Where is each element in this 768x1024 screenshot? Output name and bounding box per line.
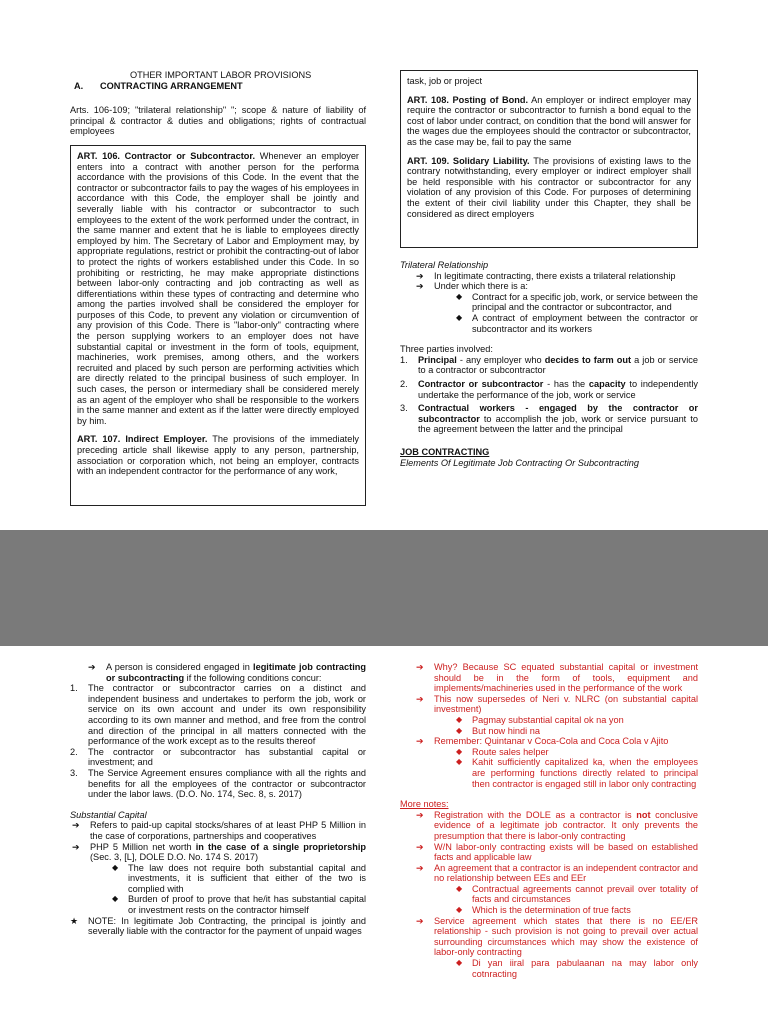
list-item: ◆ A contract of employment between the contractor or subcontractor and its workers [456, 312, 698, 334]
list-item: ◆ Contract for a specific job, work, or service between the principal and the contractor or subcontractor, and [456, 291, 698, 313]
art108-title: ART. 108. Posting of Bond. [407, 94, 529, 105]
diamond-icon: ◆ [456, 958, 463, 968]
diamond-icon: ◆ [112, 894, 119, 904]
diamond-icon: ◆ [112, 862, 119, 872]
art108-paragraph [407, 95, 691, 148]
list-item: ➔ Under which there is a: ◆ Contract for a specific job, work, or service between the principal and the contractor or subcontractor, and ◆ A contract of employment between the contractor or subcontractor and its workers [416, 281, 698, 334]
note-list [70, 916, 366, 937]
more-notes-heading: More notes: [400, 799, 449, 810]
art109-paragraph [407, 156, 691, 220]
diamond-icon: ◆ [456, 725, 463, 735]
arrow-icon: ➔ [416, 841, 424, 852]
header-letter: A. [74, 80, 84, 91]
diamond-icon: ◆ [456, 312, 463, 322]
art106-title: ART. 106. Contractor or Subcontractor. [77, 150, 256, 161]
header-line2: CONTRACTING ARRANGEMENT [100, 80, 243, 91]
job-contracting-subheading: Elements Of Legitimate Job Contracting Or Subcontracting [400, 457, 639, 468]
diamond-icon: ◆ [456, 714, 463, 724]
art109-title: ART. 109. Solidary Liability. [407, 155, 530, 166]
arrow-icon: ➔ [416, 270, 424, 281]
art106-body: Whenever an employer enters into a contract with another person for the performa accordance with the provisions of this Code. In the event that the contractor or subcontractor fails to pay the wages of his employees in accordance with this Code, the employer shall be jointly and severally liable with his contractor or subcontractor to such employees to the extent of the work performed under the contract, in the same manner and extent that he is liable to employees directly employed by him. The Secretary of Labor and Employment may, by appropriate regulations, restrict or prohibit the contracting-out of labor to protect the rights of workers established under this Code. In so prohibiting or restricting, he may make appropriate distinctions between labor-only contracting and job contracting as well as differentiations within these types of contracting and determine who among the parties involved shall be considered the employer for purposes of this Code, to prevent any violation or circumvention of any provision of this Code. There is "labor-only" contracting where the person supplying workers to an employer does not have substantial capital or investment in the form of tools, equipment, machineries, work premises, among others, and the workers recruited and placed by such person are performing activities which are directly related to the principal business of such employer. In such cases, the person or intermediary shall be considered merely as an agent of the employer who shall be responsible to the workers in the same manner and extent as if the latter were directly employed by him. [77, 150, 359, 426]
job-contracting-heading: JOB CONTRACTING [400, 446, 490, 457]
diamond-icon: ◆ [456, 757, 463, 767]
art107-title: ART. 107. Indirect Employer. [77, 434, 208, 445]
list-item: ➔ Refers to paid-up capital stocks/shares of at least PHP 5 Million in the case of corporations, partnerships and cooperatives [72, 820, 366, 841]
section-header [70, 70, 366, 91]
list-item: 2. The contractor or subcontractor has substantial capital or investment; and [70, 746, 366, 768]
three-parties-heading: Three parties involved: [400, 344, 493, 355]
arrow-icon: ➔ [416, 915, 424, 926]
list-item: ◆ Route sales helper [456, 746, 549, 757]
arrow-icon: ➔ [72, 820, 80, 831]
list-item: ➔ PHP 5 Million net worth in the case of a single proprietorship (Sec. 3, [L], DOLE D.O. No. 174 S. 2017) ◆ The law does not require both substantial capital and investments, it is sufficient that either of the two is complied with ◆ Burden of proof to prove that he/it has substantial capital or investment rests on the contractor himself [72, 841, 366, 916]
list-item: 1. The contractor or subcontractor carries on a distinct and independent business and undertakes to perform the job, work or service on its own account and under its own responsibility according to its own manner and method, and free from the control and direction of the principal in all matters connected with the performance of the work except as to the results thereof [70, 683, 366, 747]
list-item: ◆ Pagmay substantial capital ok na yon [456, 714, 624, 725]
arrow-icon: ➔ [416, 693, 424, 704]
arrow-icon: ➔ [416, 281, 424, 292]
header-line1: OTHER IMPORTANT LABOR PROVISIONS [130, 70, 312, 80]
articles-box-continued [400, 70, 698, 248]
conditions-list [70, 683, 366, 800]
art107-paragraph [77, 434, 359, 476]
list-item: ➔ This now supersedes of Neri v. NLRC (on substantial capital investment) ◆ Pagmay substantial capital ok na yon ◆ But now hindi na [416, 693, 698, 736]
list-item: ◆ Di yan iiral para pabulaanan na may labor only cotnracting [456, 958, 698, 979]
articles-box [70, 145, 366, 506]
arrow-icon: ➔ [72, 841, 80, 852]
list-item: ◆ But now hindi na [456, 725, 540, 736]
intro-paragraph: Arts. 106-109; "trilateral relationship" "; scope & nature of liability of principal & contractor & duties and obligations; rights of contractual employees [70, 105, 366, 137]
trilateral-sublist [434, 292, 698, 334]
trilateral-heading: Trilateral Relationship [400, 260, 489, 270]
art109-body: The provisions of existing laws to the contrary notwithstanding, every employer or indirect employer shall be held responsible with his contractor or subcontractor for any violation of any provision of this Code. For purposes of determining the extent of their civil liability under this Chapter, they shall be considered as direct employers [407, 155, 691, 219]
arrow-icon: ➔ [416, 862, 424, 873]
list-item: ➔ Service agreement which states that there is no EE/ER relationship - such provision is not going to prevail over actual surrounding circumstances which may show the existence of labor-only contracting ◆ Di yan iiral para pabulaanan na may labor only cotnracting [416, 915, 698, 979]
list-item: 3. The Service Agreement ensures compliance with all the rights and benefits for all the employees of the contractor or subcontractor under the labor laws. (D.O. No. 174, Sec. 8, s. 2017) [70, 767, 366, 800]
page1-right-column [400, 70, 698, 468]
art107-body: The provisions of the immediately preceding article shall likewise apply to any person, partnership, association or corporation which, not being an employer, contracts with an independent contractor for the performance of any work, [77, 434, 359, 477]
diamond-icon: ◆ [456, 883, 463, 893]
list-item: ➔ W/N labor-only contracting exists will be based on established facts and applicable law [416, 841, 698, 863]
list-item: ➔ Remember: Quintanar v Coca-Cola and Coca Cola v Ajito ◆ Route sales helper ◆ Kahit sufficiently capitalized ka, when the employees are performing functions directly related to principal then contractor is engaged still in labor only contracting [416, 736, 698, 789]
list-item: ◆ Contractual agreements cannot prevail over totality of facts and circumstances [456, 883, 698, 905]
parties-list [400, 355, 698, 435]
document-page-2 [0, 646, 768, 1024]
more-notes-list [400, 810, 698, 980]
diamond-icon: ◆ [456, 905, 463, 915]
list-item: ➔ Registration with the DOLE as a contractor is not conclusive evidence of a legitimate job contractor. It only prevents the presumption that there is labor-only contracting [416, 809, 699, 841]
list-item: ➔ A person is considered engaged in legitimate job contracting or subcontracting if the following conditions concur: [88, 662, 366, 683]
substantial-capital-list [56, 820, 366, 915]
page1-left-column [70, 70, 366, 506]
substantial-capital-sublist [90, 863, 366, 916]
list-item: ➔ In legitimate contracting, there exists a trilateral relationship [416, 270, 676, 281]
list-item: ★ NOTE: In legitimate Job Contracting, the principal is jointly and severally liable with the contractor for the payment of unpaid wages [70, 915, 366, 937]
continued-text: task, job or project [407, 76, 483, 86]
art106-paragraph [77, 151, 359, 426]
page2-left-column [70, 662, 366, 937]
arrow-icon: ➔ [88, 662, 96, 672]
substantial-capital-heading: Substantial Capital [70, 809, 147, 820]
art108-body: An employer or indirect employer may require the contractor or subcontractor to furnish a bond equal to the cost of labor under contract, on condition that the bond will answer for the wages due the employees should the contractor or subcontractor, as the case may be, fail to pay the same [407, 94, 691, 147]
list-item: 3. Contractual workers - engaged by the contractor or subcontractor to accomplish the job, work or service pursuant to the agreement between the latter and the principal [400, 403, 698, 435]
notes-list [400, 662, 698, 789]
list-item: ➔ An agreement that a contractor is an independent contractor and no relationship between EEs and EEr ◆ Contractual agreements cannot prevail over totality of facts and circumstances ◆ Which is the determination of true facts [416, 862, 698, 916]
legitimate-contracting-list [72, 662, 366, 937]
star-icon: ★ [70, 915, 79, 926]
trilateral-list [400, 271, 698, 335]
diamond-icon: ◆ [456, 746, 463, 756]
arrow-icon: ➔ [416, 736, 424, 747]
list-item: ➔ Why? Because SC equated substantial capital or investment should be in the form of tools, equipment and implements/machineries used in the performance of the work [416, 662, 698, 694]
list-item: ◆ Kahit sufficiently capitalized ka, when the employees are performing functions directly related to principal then contractor is engaged still in labor only contracting [456, 757, 698, 789]
list-item: ◆ Burden of proof to prove that he/it has substantial capital or investment rests on the contractor himself [112, 894, 366, 916]
list-item: 1. Principal - any employer who decides to farm out a job or service to a contractor or subcontractor [400, 354, 698, 376]
page2-right-column [400, 662, 698, 979]
list-item: 2. Contractor or subcontractor - has the capacity to independently undertake the performance of the job, work or service [400, 378, 698, 400]
list-item: ◆ Which is the determination of true facts [456, 905, 631, 916]
list-item: ◆ The law does not require both substantial capital and investments, it is sufficient that either of the two is complied with [112, 862, 366, 894]
diamond-icon: ◆ [456, 291, 463, 301]
arrow-icon: ➔ [416, 662, 424, 672]
arrow-icon: ➔ [416, 809, 424, 820]
